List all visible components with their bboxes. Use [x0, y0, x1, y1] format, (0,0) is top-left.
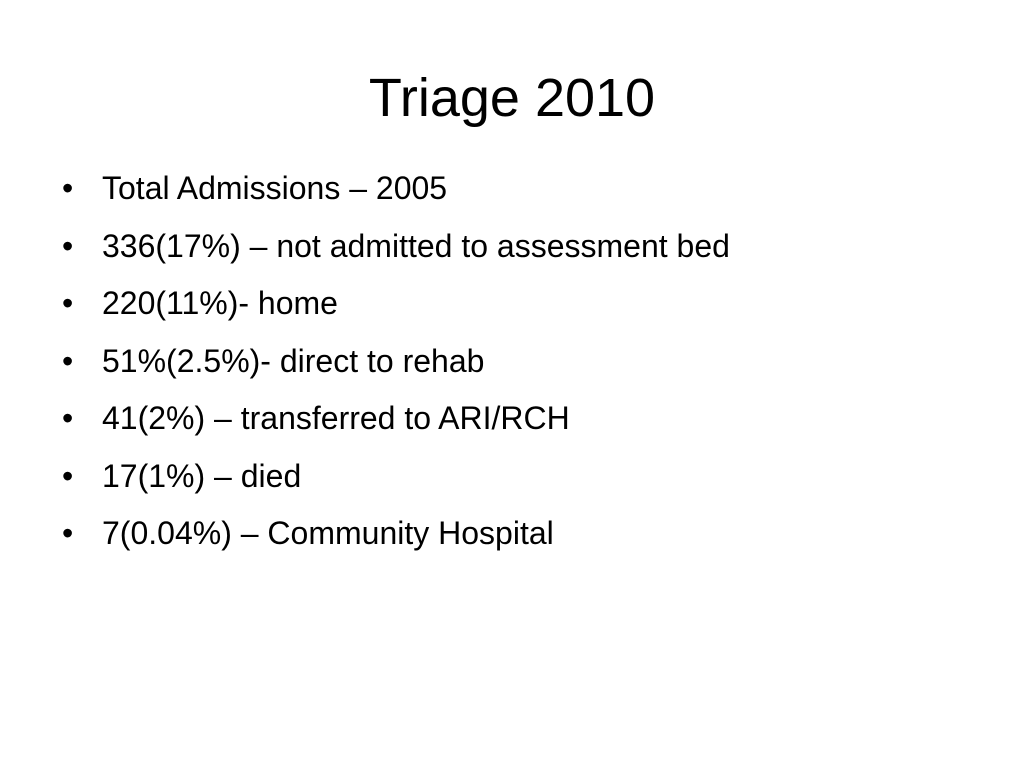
bullet-icon: • — [62, 342, 74, 379]
list-item — [56, 505, 976, 563]
bullet-icon: • — [62, 170, 74, 206]
list-item — [56, 333, 976, 391]
list-item — [56, 160, 976, 218]
list-item-text: 7(0.04%) – Community Hospital — [102, 515, 554, 551]
list-item-text: 17(1%) – died — [102, 457, 302, 494]
list-item — [56, 390, 976, 448]
bullet-icon: • — [62, 285, 74, 321]
list-item — [56, 448, 976, 506]
slide-title: Triage 2010 — [368, 68, 656, 128]
bullet-icon: • — [62, 400, 74, 436]
list-item-text: Total Admissions – 2005 — [102, 170, 448, 206]
list-item — [56, 218, 976, 276]
list-item-text: 41(2%) – transferred to ARI/RCH — [102, 400, 570, 436]
list-item-text: 51%(2.5%)- direct to rehab — [102, 342, 485, 379]
list-item-text: 220(11%)- home — [102, 285, 338, 321]
bullet-icon: • — [62, 227, 74, 264]
list-item-text: 336(17%) – not admitted to assessment bed — [102, 227, 730, 264]
list-item — [56, 275, 976, 333]
bullet-list — [56, 160, 976, 563]
bullet-icon: • — [62, 515, 74, 551]
bullet-icon: • — [62, 457, 74, 494]
